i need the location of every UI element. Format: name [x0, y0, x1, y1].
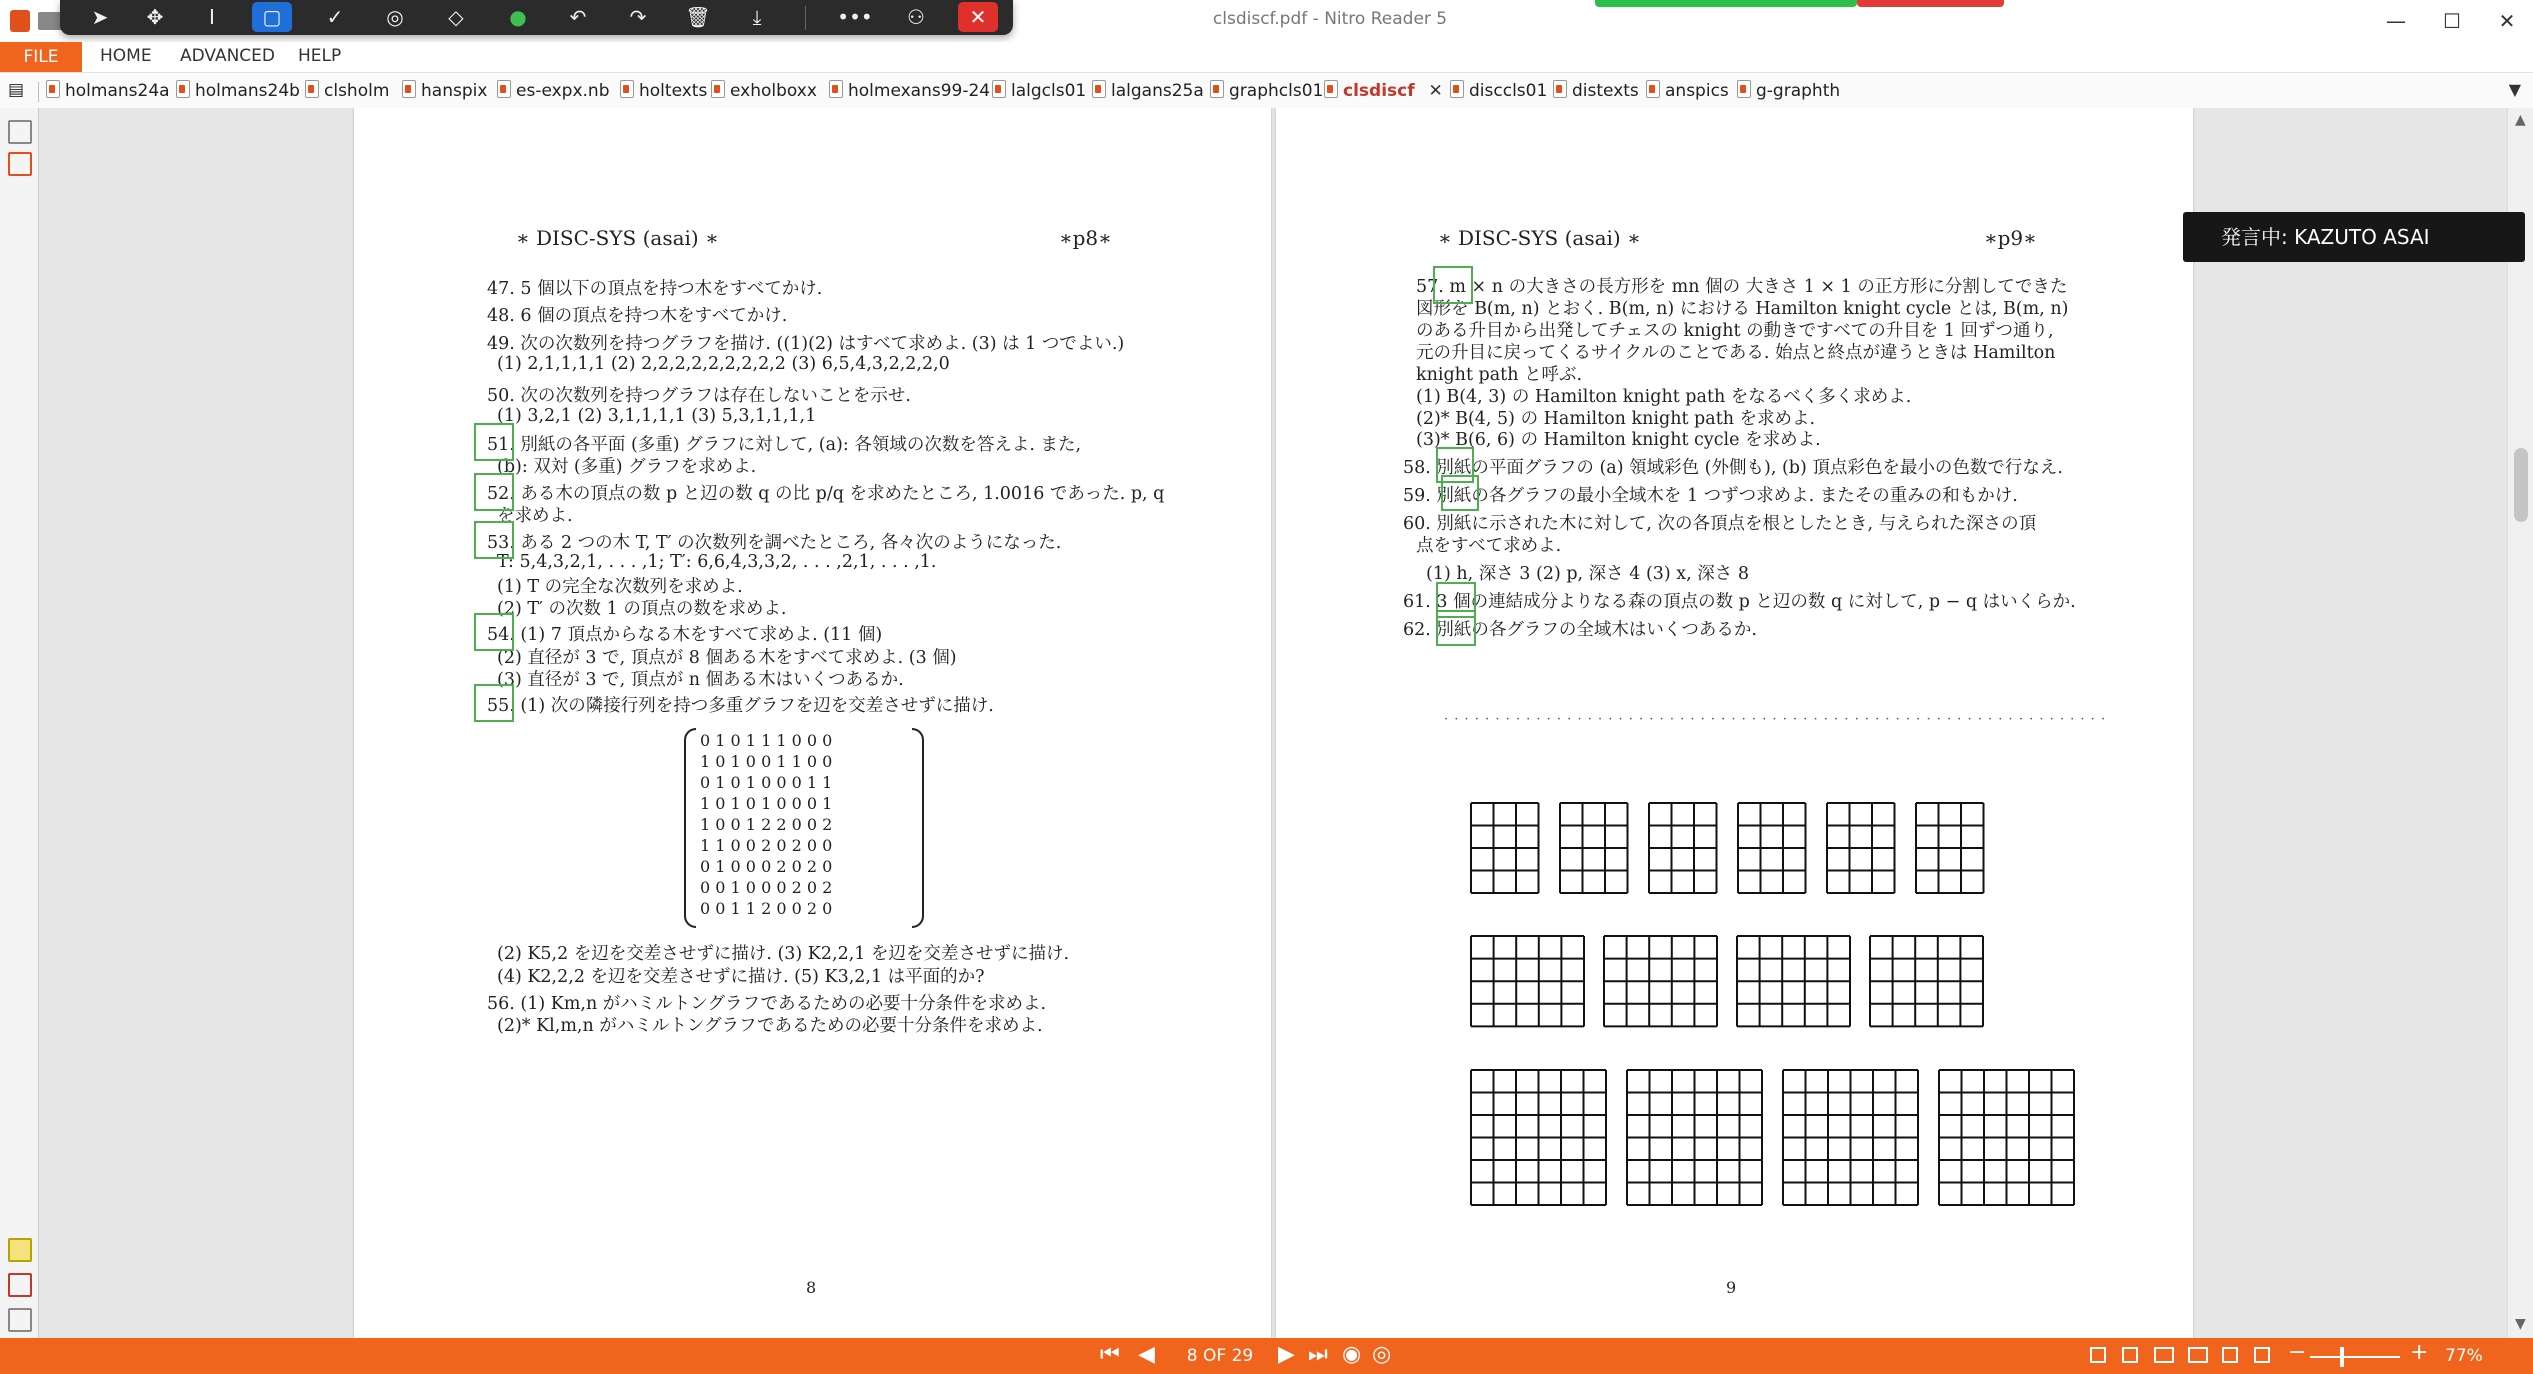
- close-window-button[interactable]: ✕: [2498, 9, 2516, 33]
- pdf-page-9: [1276, 108, 2193, 1338]
- dotted-separator: · · · · · · · · · · · · · · · · · · · · · · · · · · · · · · · · · · · · · · · · · · · · · · · · · · · · · · · · · · · · · · · · ·: [1444, 712, 2107, 727]
- last-page-icon[interactable]: ⏭: [1308, 1342, 1328, 1367]
- next-page-icon[interactable]: ▶: [1278, 1342, 1295, 1367]
- tab-label: lalgans25a: [1111, 81, 1204, 101]
- problem-50: 50. 次の次数列を持つグラフは存在しないことを示せ.: [487, 386, 911, 406]
- scroll-up-arrow-icon[interactable]: ▲: [2515, 112, 2526, 128]
- highlight-box-53[interactable]: [474, 521, 514, 559]
- tab-holmans24a[interactable]: [46, 80, 170, 101]
- attachments-panel-icon[interactable]: [8, 1273, 32, 1297]
- highlight-box-59[interactable]: [1441, 475, 1479, 511]
- page-header: ∗ DISC-SYS (asai) ∗: [516, 226, 719, 250]
- tab-lalgans25a[interactable]: [1092, 80, 1204, 101]
- tab-close-icon[interactable]: ✕: [1428, 81, 1443, 101]
- problem-60-cont: 点をすべて求めよ.: [1416, 536, 1562, 556]
- problem-51: 51. 別紙の各平面 (多重) グラフに対して, (a): 各領域の次数を答えよ. また,: [487, 435, 1082, 455]
- maximize-button[interactable]: ☐: [2443, 9, 2461, 33]
- tab-label: graphcls01: [1229, 81, 1324, 101]
- tab-disccls01[interactable]: [1450, 80, 1547, 101]
- pdf-file-icon: [1450, 80, 1464, 98]
- zoom-in-icon[interactable]: +: [2410, 1340, 2429, 1365]
- tab-holtexts[interactable]: [620, 80, 707, 101]
- problem-56: 56. (1) Km,n がハミルトングラフであるための必要十分条件を求めよ.: [487, 994, 1047, 1014]
- tab-label: clsholm: [324, 81, 390, 101]
- pan-icon[interactable]: ✥: [146, 5, 164, 29]
- problem-61: 61. 3 個の連結成分よりなる森の頂点の数 p と辺の数 q に対して, p − q はいくらか.: [1403, 592, 2076, 612]
- pdf-file-icon: [711, 80, 725, 98]
- pdf-file-icon: [620, 80, 634, 98]
- tab-holmexans99-24[interactable]: [829, 80, 990, 101]
- zoom-out-icon[interactable]: −: [2288, 1340, 2307, 1365]
- matrix-row: 0 1 0 1 1 1 0 0 0: [700, 731, 833, 750]
- problem-52-cont: を求めよ.: [497, 506, 573, 526]
- tab-label: holmans24b: [195, 81, 300, 101]
- pages-panel-icon[interactable]: [8, 120, 32, 144]
- annotation-toolbar: [60, 0, 1013, 35]
- knight-board-grid: [1469, 1068, 1608, 1207]
- document-viewer[interactable]: [39, 108, 2507, 1338]
- scrollbar-thumb[interactable]: [2514, 448, 2528, 522]
- problem-56-2: (2)* Kl,m,n がハミルトングラフであるための必要十分条件を求めよ.: [497, 1016, 1043, 1036]
- nitro-logo-icon: [10, 10, 30, 32]
- problem-54: 54. (1) 7 頂点からなる木をすべて求めよ. (11 個): [487, 625, 883, 645]
- page-footer-number: 8: [806, 1278, 817, 1297]
- green-dot-icon[interactable]: ●: [509, 5, 527, 29]
- toolbar-divider: [805, 6, 806, 30]
- fit-width-icon[interactable]: [2222, 1347, 2238, 1363]
- tab-label: disccls01: [1469, 81, 1548, 101]
- select-icon[interactable]: ➤: [91, 5, 109, 29]
- fit-page-icon[interactable]: [2254, 1347, 2270, 1363]
- matrix-row: 1 0 0 1 2 2 0 0 2: [700, 815, 833, 834]
- previous-view-icon[interactable]: ◉: [1342, 1342, 1362, 1367]
- bookmarks-panel-icon[interactable]: [8, 152, 32, 176]
- tab-label: es-expx.nb: [516, 81, 610, 101]
- problem-57-3: (3)* B(6, 6) の Hamilton knight cycle を求めよ.: [1416, 430, 1821, 450]
- tab-label: holmans24a: [65, 81, 170, 101]
- comments-panel-icon[interactable]: [8, 1238, 32, 1262]
- layers-panel-icon[interactable]: [8, 1308, 32, 1332]
- tab-divider: [38, 82, 39, 102]
- zoom-slider[interactable]: [2310, 1356, 2400, 1358]
- page-header: ∗ DISC-SYS (asai) ∗: [1438, 226, 1641, 250]
- problem-55: 55. (1) 次の隣接行列を持つ多重グラフを辺を交差させずに描け.: [487, 696, 994, 716]
- page-number-header: ∗p8∗: [1059, 226, 1112, 250]
- recording-progress-green: [1595, 0, 1857, 7]
- ribbon: [0, 42, 2533, 73]
- knight-board-grid: [1469, 934, 1586, 1028]
- document-tabs: [0, 74, 2533, 109]
- stamp-icon[interactable]: ◎: [386, 5, 404, 29]
- pdf-file-icon: [1092, 80, 1106, 98]
- continuous-view-icon[interactable]: [2122, 1347, 2138, 1363]
- tab-distexts[interactable]: [1553, 80, 1639, 101]
- tab-label: distexts: [1572, 81, 1639, 101]
- page-footer-number: 9: [1726, 1278, 1737, 1297]
- people-icon[interactable]: ⚇: [907, 5, 925, 29]
- continuous-facing-view-icon[interactable]: [2188, 1347, 2208, 1363]
- problem-57-1: (1) B(4, 3) の Hamilton knight path をなるべく多く求めよ.: [1416, 387, 1912, 407]
- rectangle-icon[interactable]: ▢: [252, 2, 292, 32]
- tab-label: exholboxx: [730, 81, 817, 101]
- tab-label: g-graphth: [1756, 81, 1841, 101]
- tab-label: holmexans99-24: [848, 81, 991, 101]
- problem-57-2: (2)* B(4, 5) の Hamilton knight path を求めよ.: [1416, 409, 1816, 429]
- pdf-file-icon: [46, 80, 60, 98]
- pdf-file-icon: [497, 80, 511, 98]
- matrix-row: 0 0 1 0 0 0 2 0 2: [700, 878, 833, 897]
- problem-53-2: (2) T′ の次数 1 の頂点の数を求めよ.: [497, 599, 787, 619]
- tab-label: holtexts: [639, 81, 708, 101]
- page-indicator[interactable]: 8 OF 29: [1186, 1346, 1254, 1366]
- matrix-left-bracket: [684, 728, 696, 928]
- pdf-file-icon: [402, 80, 416, 98]
- problem-55-2-3: (2) K5,2 を辺を交差させずに描け. (3) K2,2,1 を辺を交差させずに描け.: [497, 944, 1070, 964]
- text-cursor-icon[interactable]: I: [209, 5, 215, 29]
- tab-clsdiscf[interactable]: [1324, 80, 1443, 101]
- problem-53: 53. ある 2 つの木 T, T′ の次数列を調べたところ, 各々次のようになった.: [487, 533, 1062, 553]
- highlight-box-62[interactable]: [1436, 610, 1476, 646]
- redo-icon[interactable]: ↷: [629, 5, 647, 29]
- highlight-box-54[interactable]: [474, 613, 514, 651]
- tabs-list-icon[interactable]: ▤: [8, 80, 25, 100]
- matrix-row: 1 0 1 0 0 1 1 0 0: [700, 752, 833, 771]
- problem-60: 60. 別紙に示された木に対して, 次の各頂点を根としたとき, 与えられた深さの頂: [1403, 514, 2037, 534]
- problem-54-3: (3) 直径が 3 で, 頂点が n 個ある木はいくつあるか.: [497, 670, 904, 690]
- undo-icon[interactable]: ↶: [569, 5, 587, 29]
- problem-55-4-5: (4) K2,2,2 を辺を交差させずに描け. (5) K3,2,1 は平面的か?: [497, 967, 985, 987]
- advanced-tab[interactable]: ADVANCED: [180, 46, 276, 66]
- matrix-right-bracket: [912, 728, 924, 928]
- problem-59: 59. 別紙の各グラフの最小全域木を 1 つずつ求めよ. またその重みの和もかけ.: [1403, 486, 2018, 506]
- tab-hanspix[interactable]: [402, 80, 487, 101]
- pdf-file-icon: [1553, 80, 1567, 98]
- pdf-file-icon: [305, 80, 319, 98]
- knight-board-grid: [1602, 934, 1719, 1028]
- pdf-file-icon: [176, 80, 190, 98]
- tab-graphcls01[interactable]: [1210, 80, 1323, 101]
- knight-board-grid: [1914, 801, 1986, 895]
- tab-label: hanspix: [421, 81, 488, 101]
- pdf-file-icon: [1324, 80, 1338, 98]
- tab-clsholm[interactable]: [305, 80, 389, 101]
- zoom-level[interactable]: 77%: [2445, 1346, 2483, 1366]
- highlight-box-51[interactable]: [474, 423, 514, 461]
- tab-g-graphth[interactable]: [1737, 80, 1840, 101]
- pdf-file-icon: [1646, 80, 1660, 98]
- adjacency-matrix: [684, 728, 924, 924]
- recording-progress-red: [1857, 0, 2004, 7]
- previous-page-icon[interactable]: ◀: [1138, 1342, 1155, 1367]
- next-view-icon[interactable]: ◎: [1372, 1342, 1392, 1367]
- scroll-down-arrow-icon[interactable]: ▼: [2515, 1316, 2526, 1332]
- matrix-row: 1 0 1 0 1 0 0 0 1: [700, 794, 833, 813]
- check-icon[interactable]: ✓: [326, 5, 344, 29]
- tab-holmans24b[interactable]: [176, 80, 300, 101]
- tab-label: clsdiscf: [1343, 81, 1415, 101]
- status-bar: [0, 1338, 2533, 1374]
- tab-lalgcls01[interactable]: [992, 80, 1086, 101]
- close-icon[interactable]: ✕: [958, 2, 998, 32]
- knight-board-grid: [1469, 801, 1541, 895]
- knight-board-grid: [1647, 801, 1719, 895]
- speaker-indicator: 発言中: KAZUTO ASAI: [2183, 212, 2525, 262]
- home-tab[interactable]: HOME: [100, 46, 152, 66]
- matrix-row: 0 1 0 1 0 0 0 1 1: [700, 773, 833, 792]
- problem-53-1: (1) T の完全な次数列を求めよ.: [497, 577, 743, 597]
- eraser-icon[interactable]: ◇: [448, 5, 464, 29]
- problem-57-cont3: 元の升目に戻ってくるサイクルのことである. 始点と終点が違うときは Hamilton: [1416, 343, 2056, 363]
- problem-57: 57. m × n の大きさの長方形を mn 個の 大きさ 1 × 1 の正方形に分割してできた: [1416, 277, 2068, 297]
- problem-52: 52. ある木の頂点の数 p と辺の数 q の比 p/q を求めたところ, 1.0016 であった. p, q: [487, 484, 1165, 504]
- left-side-panel: [0, 108, 39, 1338]
- problem-57-cont4: knight path と呼ぶ.: [1416, 365, 1583, 385]
- single-page-view-icon[interactable]: [2090, 1347, 2106, 1363]
- knight-board-grid: [1937, 1068, 2076, 1207]
- problem-51-b: (b): 双対 (多重) グラフを求めよ.: [497, 457, 757, 477]
- highlight-box-52[interactable]: [474, 473, 514, 511]
- minimize-button[interactable]: —: [2386, 9, 2406, 33]
- problem-49: 49. 次の次数列を持つグラフを描け. ((1)(2) はすべて求めよ. (3) は 1 つでよい.): [487, 334, 1125, 354]
- file-menu[interactable]: FILE: [0, 42, 82, 72]
- vertical-scrollbar[interactable]: [2507, 108, 2533, 1338]
- facing-view-icon[interactable]: [2154, 1347, 2174, 1363]
- problem-62: 62. 別紙の各グラフの全域木はいくつあるか.: [1403, 620, 1757, 640]
- knight-board-grid: [1558, 801, 1630, 895]
- pdf-file-icon: [1210, 80, 1224, 98]
- tab-anspics[interactable]: [1646, 80, 1729, 101]
- more-icon[interactable]: •••: [837, 5, 873, 29]
- highlight-box-57[interactable]: [1433, 266, 1473, 304]
- knight-board-grid: [1625, 1068, 1764, 1207]
- problem-54-2: (2) 直径が 3 で, 頂点が 8 個ある木をすべて求めよ. (3 個): [497, 648, 957, 668]
- highlight-box-55[interactable]: [474, 684, 514, 722]
- knight-board-grid: [1825, 801, 1897, 895]
- window-title: clsdiscf.pdf - Nitro Reader 5: [1212, 9, 1448, 29]
- problem-60-options: (1) h, 深さ 3 (2) p, 深さ 4 (3) x, 深さ 8: [1426, 564, 1749, 584]
- problem-57-cont2: のある升目から出発してチェスの knight の動きですべての升目を 1 回ずつ通り,: [1416, 321, 2054, 341]
- knight-board-grid: [1781, 1068, 1920, 1207]
- problem-48: 48. 6 個の頂点を持つ木をすべてかけ.: [487, 306, 788, 326]
- download-icon[interactable]: ⤓: [752, 5, 762, 29]
- tabs-overflow-chevron-icon[interactable]: ▼: [2508, 80, 2521, 99]
- problem-53-sequences: T: 5,4,3,2,1, . . . ,1; T′: 6,6,4,3,3,2, . . . ,2,1, . . . ,1.: [497, 552, 937, 572]
- page-number-header: ∗p9∗: [1984, 226, 2037, 250]
- tab-label: anspics: [1665, 81, 1729, 101]
- pdf-file-icon: [992, 80, 1006, 98]
- problem-47: 47. 5 個以下の頂点を持つ木をすべてかけ.: [487, 279, 823, 299]
- tab-es-expx[interactable]: [497, 80, 610, 101]
- problem-50-options: (1) 3,2,1 (2) 3,1,1,1,1 (3) 5,3,1,1,1,1: [497, 406, 817, 426]
- problem-49-options: (1) 2,1,1,1,1 (2) 2,2,2,2,2,2,2,2,2 (3) 6,5,4,3,2,2,2,0: [497, 354, 950, 374]
- help-tab[interactable]: HELP: [298, 46, 342, 66]
- first-page-icon[interactable]: ⏮: [1100, 1342, 1120, 1367]
- matrix-row: 1 1 0 0 2 0 2 0 0: [700, 836, 833, 855]
- pdf-file-icon: [829, 80, 843, 98]
- knight-board-grid: [1868, 934, 1985, 1028]
- knight-board-grid: [1736, 801, 1808, 895]
- problem-58: 58. 別紙の平面グラフの (a) 領域彩色 (外側も), (b) 頂点彩色を最小の色数で行なえ.: [1403, 458, 2063, 478]
- matrix-row: 0 1 0 0 0 2 0 2 0: [700, 857, 833, 876]
- problem-57-cont1: 図形を B(m, n) とおく. B(m, n) における Hamilton knight cycle とは, B(m, n): [1416, 299, 2069, 319]
- knight-board-grid: [1735, 934, 1852, 1028]
- tab-label: lalgcls01: [1011, 81, 1087, 101]
- pdf-page-8: [354, 108, 1271, 1338]
- pdf-file-icon: [1737, 80, 1751, 98]
- tab-exholboxx[interactable]: [711, 80, 817, 101]
- zoom-slider-thumb[interactable]: [2340, 1347, 2344, 1367]
- matrix-row: 0 0 1 1 2 0 0 2 0: [700, 899, 833, 918]
- trash-icon[interactable]: 🗑: [685, 5, 711, 29]
